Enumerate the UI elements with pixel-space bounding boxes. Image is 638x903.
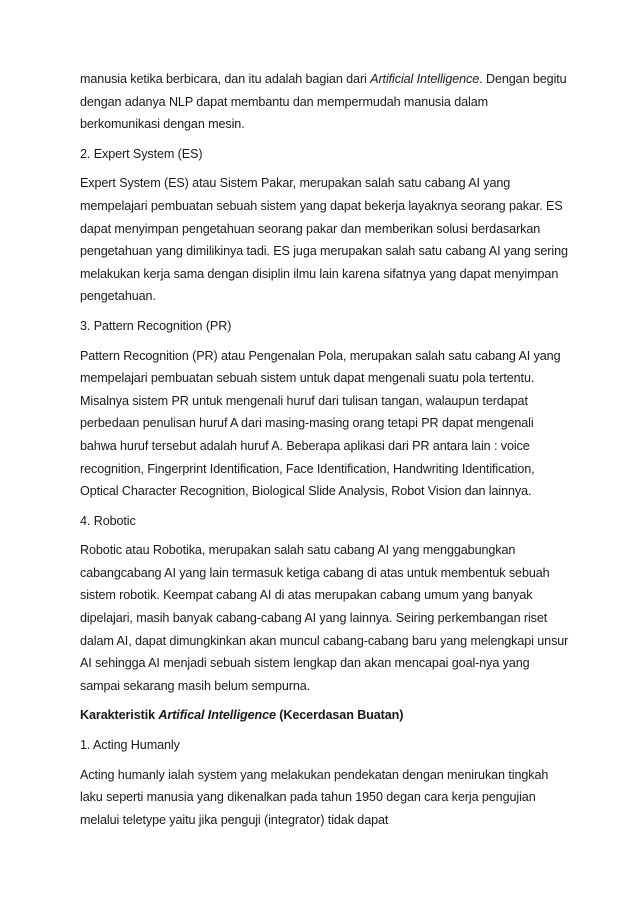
heading-karakteristik-em: Artifical Intelligence	[158, 708, 276, 723]
paragraph-acting-humanly: Acting humanly ialah system yang melakukan pendekatan dengan menirukan tingkah laku seperti manusia yang dikenalkan pada tahun 1950 degan cara kerja pengujian melalui teletype yaitu jika penguji (integrator) tidak dapat	[80, 767, 549, 827]
paragraph-pattern-recognition: Pattern Recognition (PR) atau Pengenalan Pola, merupakan salah satu cabang AI yang mempelajari pembuatan sebuah sistem untuk dapat mengenali suatu pola tertentu. Misalnya sistem PR untuk mengenali huruf dari tulisan tangan, walaupun terdapat perbedaan penulisan huruf A dari masing-masing orang tetapi PR dapat mengenali bahwa huruf tersebut adalah huruf A. Beberapa aplikasi dari PR antara lain : voice recognition, Fingerprint Identification, Face Identification, Handwriting Identification, Optical Character Recognition, Biological Slide Analysis, Robot Vision dan lainnya.	[80, 348, 561, 499]
heading-acting-humanly: 1. Acting Humanly	[80, 738, 180, 753]
heading-karakteristik	[80, 704, 570, 727]
heading-expert-system: 2. Expert System (ES)	[80, 146, 203, 161]
heading-pattern-recognition: 3. Pattern Recognition (PR)	[80, 318, 232, 333]
paragraph-nlp-em: Artificial Intelligence	[370, 72, 480, 86]
heading-karakteristik-before: Karakteristik	[80, 708, 159, 723]
document-page	[80, 68, 570, 838]
heading-robotic: 4. Robotic	[80, 513, 136, 528]
paragraph-nlp	[80, 68, 570, 136]
paragraph-nlp-before: manusia ketika berbicara, dan itu adalah bagian dari	[80, 72, 371, 86]
heading-karakteristik-after: (Kecerdasan Buatan)	[275, 708, 404, 723]
paragraph-robotic: Robotic atau Robotika, merupakan salah satu cabang AI yang menggabungkan cabangcabang AI yang lain termasuk ketiga cabang di atas untuk membentuk sebuah sistem robotik. Keempat cabang AI di atas merupakan cabang umum yang banyak dipelajari, masih banyak cabang-cabang AI yang lainnya. Seiring perkembangan riset dalam AI, dapat dimungkinkan akan muncul cabang-cabang baru yang melengkapi unsur AI sehingga AI menjadi sebuah sistem lengkap dan akan mencapai goal-nya yang sampai sekarang masih belum sempurna.	[80, 543, 569, 693]
paragraph-expert-system: Expert System (ES) atau Sistem Pakar, merupakan salah satu cabang AI yang mempelajari pembuatan sebuah sistem yang dapat bekerja layaknya seorang pakar. ES dapat menyimpan pengetahuan seorang pakar dan memberikan solusi berdasarkan pengetahuan yang dimilikinya tadi. ES juga merupakan salah satu cabang AI yang sering melakukan kerja sama dengan disiplin ilmu lain karena sifatnya yang dapat menyimpan pengetahuan.	[80, 176, 568, 304]
paragraph-nlp-after: . Dengan begitu dengan adanya NLP dapat membantu dan mempermudah manusia dalam berkomunikasi dengan mesin.	[80, 72, 567, 132]
